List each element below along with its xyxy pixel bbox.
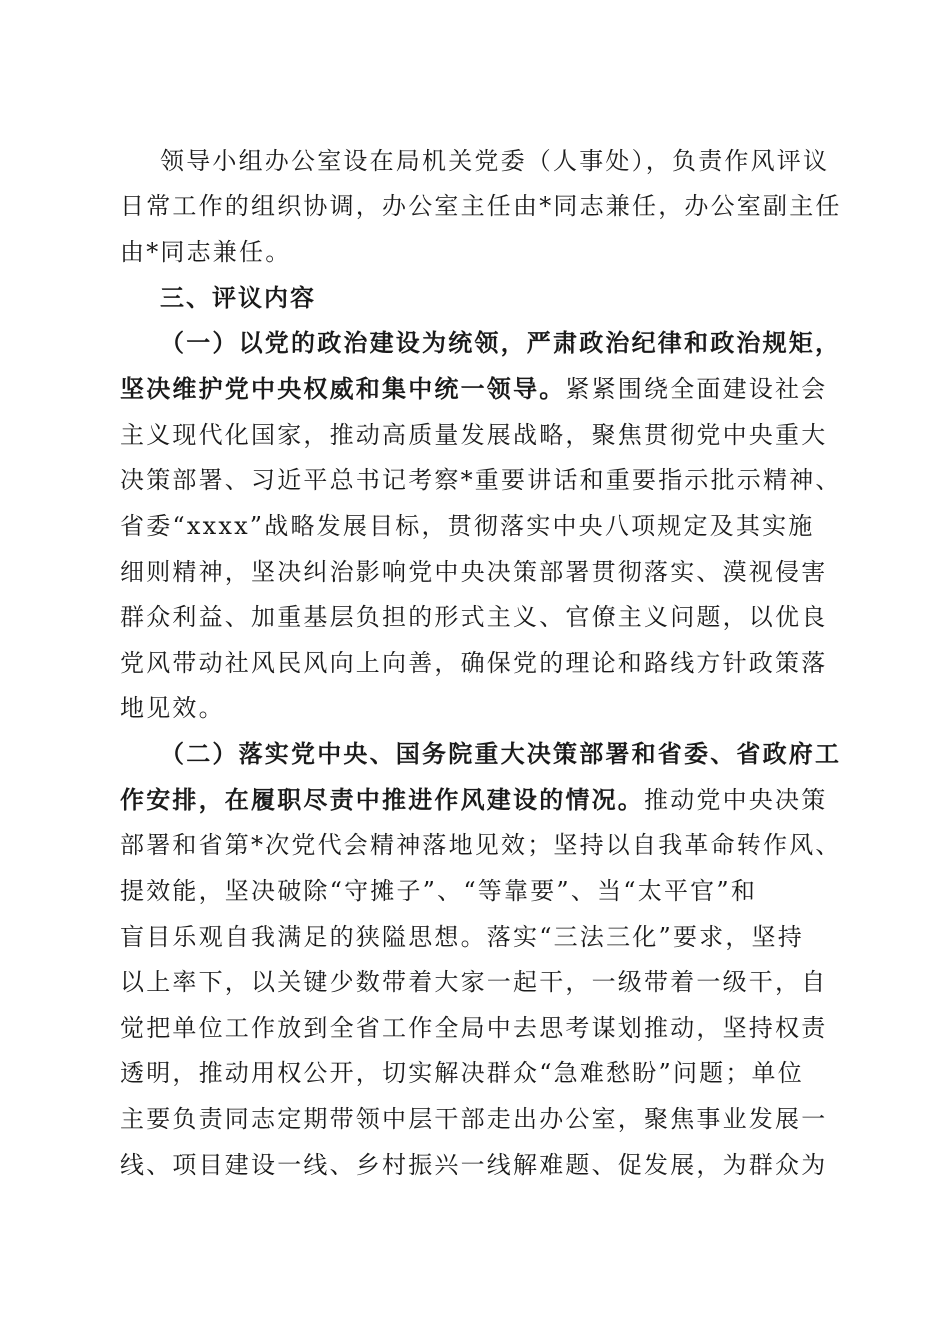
section-heading: 三、评议内容 (160, 283, 316, 312)
paragraph-line: 由*同志兼任。 (120, 238, 292, 266)
paragraph-line: 决策部署、习近平总书记考察*重要讲话和重要指示批示精神、 (120, 466, 842, 494)
paragraph-line: 主义现代化国家，推动高质量发展战略，聚焦贯彻党中央重大 (120, 421, 828, 449)
subsection-heading-tail: 作安排，在履职尽责中推进作风建设的情况。 (120, 785, 644, 814)
paragraph-line: 线、项目建设一线、乡村振兴一线解难题、促发展，为群众为 (120, 1151, 828, 1179)
paragraph-line: 觉把单位工作放到全省工作全局中去思考谋划推动，坚持权责 (120, 1014, 828, 1042)
subsection-heading: （二）落实党中央、国务院重大决策部署和省委、省政府工 (160, 739, 842, 768)
paragraph-line: 透明，推动用权公开，切实解决群众“急难愁盼”问题；单位 (120, 1059, 804, 1087)
paragraph-line (120, 778, 830, 822)
paragraph-line: 以上率下，以关键少数带着大家一起干，一级带着一级干，自 (120, 968, 828, 996)
paragraph-text: 紧紧围绕全面建设社会 (565, 375, 828, 403)
paragraph-line: 部署和省第*次党代会精神落地见效；坚持以自我革命转作风、 (120, 831, 842, 859)
paragraph-line: 地见效。 (120, 694, 225, 722)
subsection-heading-tail: 坚决维护党中央权威和集中统一领导。 (120, 374, 566, 403)
subsection-heading: （一）以党的政治建设为统领，严肃政治纪律和政治规矩， (160, 328, 842, 357)
paragraph-line: 群众利益、加重基层负担的形式主义、官僚主义问题，以优良 (120, 603, 828, 631)
paragraph-line (120, 367, 830, 411)
paragraph-line: 省委“xxxx”战略发展目标，贯彻落实中央八项规定及其实施 (120, 512, 815, 540)
paragraph-line: 日常工作的组织协调，办公室主任由*同志兼任，办公室副主任 (120, 192, 842, 220)
paragraph-line: 提效能，坚决破除“守摊子”、“等靠要”、当“太平官”和 (120, 877, 758, 905)
paragraph-line: 盲目乐观自我满足的狭隘思想。落实“三法三化”要求，坚持 (120, 923, 804, 951)
paragraph-line: 主要负责同志定期带领中层干部走出办公室，聚焦事业发展一 (120, 1105, 828, 1133)
paragraph-line: 党风带动社风民风向上向善，确保党的理论和路线方针政策落 (120, 649, 828, 677)
paragraph-line: 领导小组办公室设在局机关党委（人事处），负责作风评议 (160, 147, 830, 175)
paragraph-line: 细则精神，坚决纠治影响党中央决策部署贯彻落实、漠视侵害 (120, 558, 828, 586)
paragraph-text: 推动党中央决策 (644, 786, 828, 814)
